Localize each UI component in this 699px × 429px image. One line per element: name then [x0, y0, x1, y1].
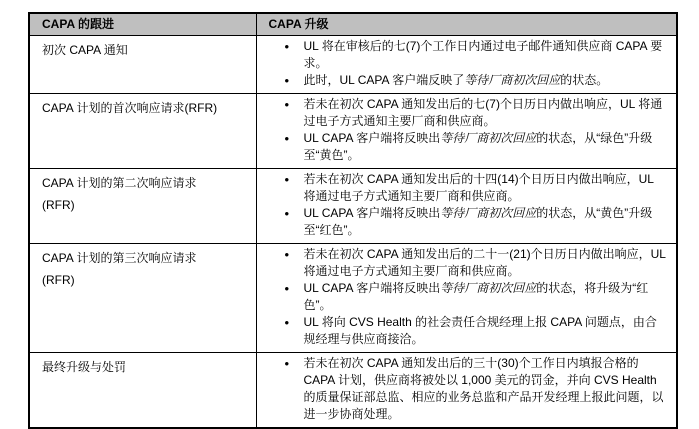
- bullet-text: 的状态。: [560, 73, 609, 87]
- bullet-text: 若未在初次 CAPA 通知发出后的七(7)个日历日内做出响应，UL 将通过电子方式通知主要厂商和供应商。: [303, 97, 663, 128]
- table-row: [29, 36, 677, 94]
- bullet-item: [304, 355, 669, 423]
- escalation-cell: [256, 94, 677, 169]
- bullet-list: [259, 171, 669, 239]
- bullet-list: [259, 38, 669, 89]
- status-phrase-italic: 等待厂商初次回应: [440, 131, 537, 145]
- bullet-text: 若未在初次 CAPA 通知发出后的二十一(21)个日历日内做出响应，UL 将通过电子方式通知主要厂商和供应商。: [303, 247, 666, 278]
- bullet-text: UL CAPA 客户端将反映出: [303, 206, 441, 220]
- bullet-item: [304, 130, 669, 164]
- stage-label: CAPA 计划的首次响应请求(RFR): [42, 101, 218, 115]
- bullet-list: [259, 246, 669, 348]
- bullet-list: [259, 355, 669, 423]
- status-phrase-italic: 等待厂商初次回应: [440, 206, 537, 220]
- table-header-row: [29, 13, 677, 36]
- bullet-item: [304, 38, 669, 72]
- bullet-text: 的状态，从“绿色”升级至“黄色”。: [303, 131, 653, 162]
- stage-label: (RFR): [42, 273, 75, 287]
- status-phrase-italic: 等待厂商初次回应: [464, 73, 561, 87]
- capa-table-container: [28, 12, 678, 429]
- table-row: [29, 94, 677, 169]
- bullet-item: [304, 72, 669, 89]
- stage-cell: [29, 353, 256, 429]
- bullet-item: [304, 280, 669, 314]
- bullet-text: 的状态，将升级为“红色”。: [303, 281, 649, 312]
- stage-label: 初次 CAPA 通知: [42, 43, 128, 57]
- escalation-cell: [256, 353, 677, 429]
- table-body: [29, 36, 677, 429]
- table-row: [29, 353, 677, 429]
- bullet-item: [304, 171, 669, 205]
- bullet-text: 此时，UL CAPA 客户端反映了: [303, 73, 465, 87]
- bullet-item: [304, 246, 669, 280]
- bullet-item: [304, 96, 669, 130]
- stage-label: CAPA 计划的第三次响应请求: [42, 251, 197, 265]
- stage-cell: [29, 244, 256, 353]
- stage-cell: [29, 169, 256, 244]
- stage-cell: [29, 94, 256, 169]
- bullet-text: UL 将在审核后的七(7)个工作日内通过电子邮件通知供应商 CAPA 要求。: [303, 39, 663, 70]
- bullet-item: [304, 314, 669, 348]
- table-row: [29, 244, 677, 353]
- column-header-capa-followup: CAPA 的跟进: [29, 13, 256, 36]
- status-phrase-italic: 等待厂商初次回应: [440, 281, 537, 295]
- escalation-cell: [256, 169, 677, 244]
- stage-label: (RFR): [42, 198, 75, 212]
- bullet-text: UL 将向 CVS Health 的社会责任合规经理上报 CAPA 问题点，由合规经理与供应商接洽。: [303, 315, 657, 346]
- bullet-item: [304, 205, 669, 239]
- stage-label: 最终升级与处罚: [42, 360, 127, 374]
- stage-label: CAPA 计划的第二次响应请求: [42, 176, 197, 190]
- capa-table: [28, 12, 678, 429]
- bullet-text: UL CAPA 客户端将反映出: [303, 131, 441, 145]
- escalation-cell: [256, 36, 677, 94]
- bullet-text: 若未在初次 CAPA 通知发出后的三十(30)个工作日内填报合格的 CAPA 计划，供应商将被处以 1,000 美元的罚金，并向 CVS Health 的质量保证部总监、相应的业务总监和产品开发经理上报此问题，以进一步协商处理。: [303, 356, 664, 421]
- table-row: [29, 169, 677, 244]
- escalation-cell: [256, 244, 677, 353]
- column-header-capa-escalation: CAPA 升级: [256, 13, 677, 36]
- bullet-text: UL CAPA 客户端将反映出: [303, 281, 441, 295]
- stage-cell: [29, 36, 256, 94]
- bullet-text: 若未在初次 CAPA 通知发出后的十四(14)个日历日内做出响应，UL 将通过电子方式通知主要厂商和供应商。: [303, 172, 654, 203]
- bullet-list: [259, 96, 669, 164]
- bullet-text: 的状态，从“黄色”升级至“红色”。: [303, 206, 653, 237]
